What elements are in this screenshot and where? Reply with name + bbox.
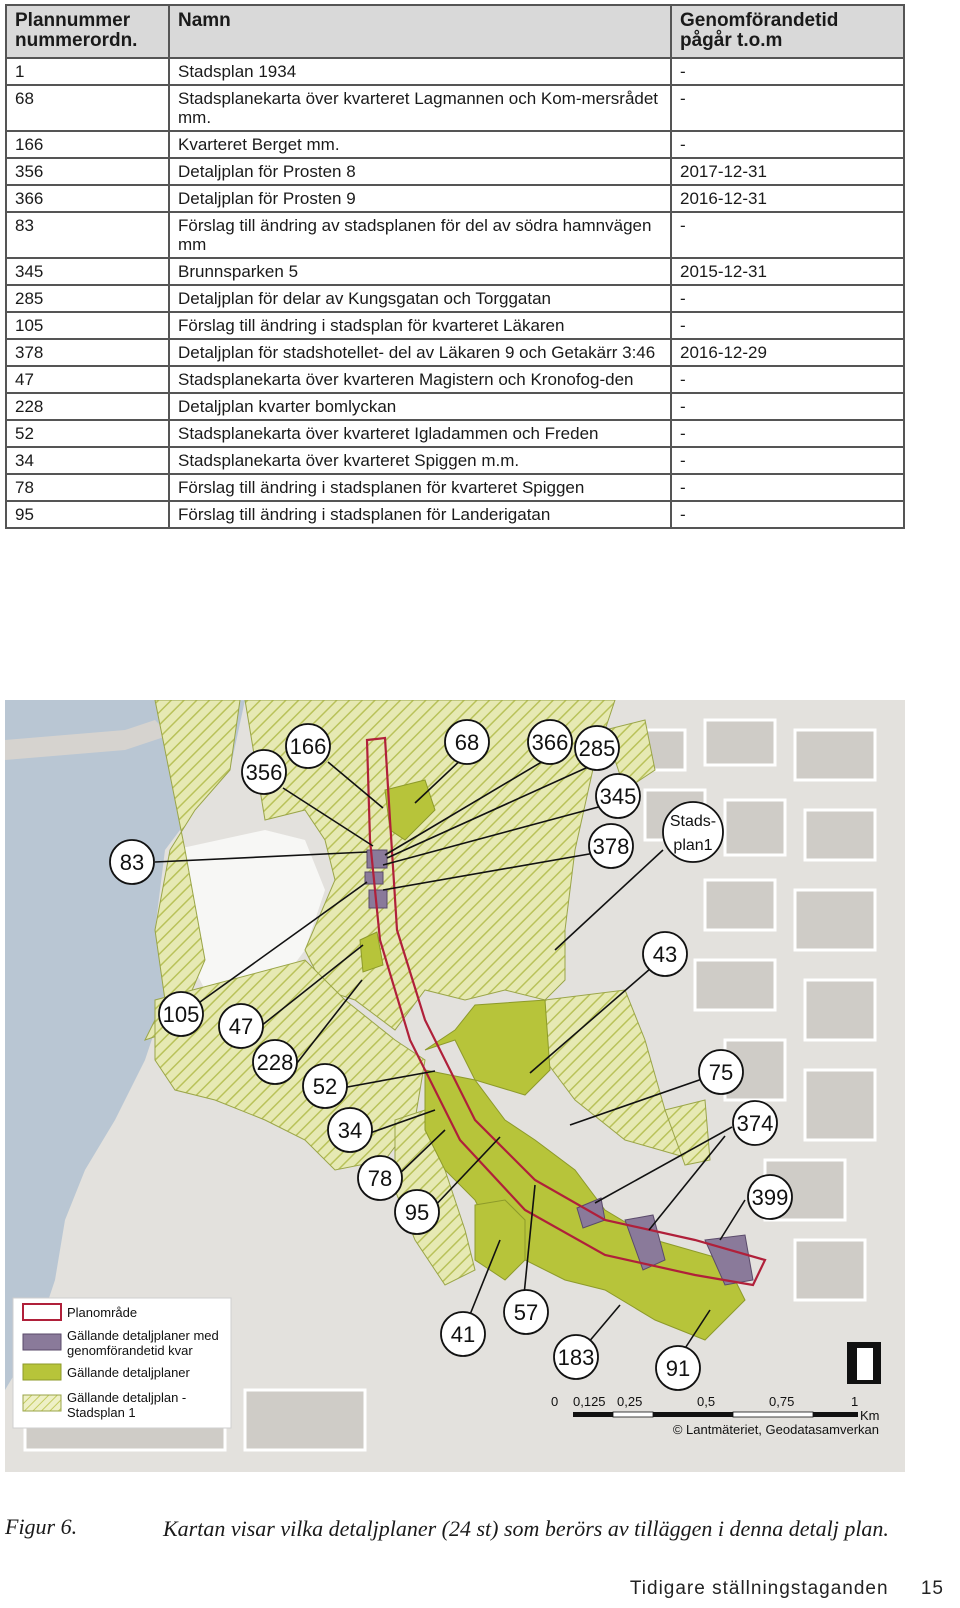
callout-label-stadsplan1: Stads- — [669, 813, 717, 830]
cell-genomforandetid: - — [671, 58, 904, 85]
cell-genomforandetid: - — [671, 285, 904, 312]
table-row — [6, 212, 904, 258]
callout-label: 68 — [454, 730, 480, 755]
callout-label: 374 — [736, 1111, 774, 1136]
table-row — [6, 474, 904, 501]
cell-genomforandetid: 2016-12-31 — [671, 185, 904, 212]
table-row — [6, 366, 904, 393]
cell-genomforandetid: - — [671, 393, 904, 420]
cell-plannummer: 95 — [6, 501, 169, 528]
cell-namn: Detaljplan för Prosten 9 — [169, 185, 671, 212]
cell-plannummer: 78 — [6, 474, 169, 501]
cell-plannummer: 285 — [6, 285, 169, 312]
table-row — [6, 447, 904, 474]
column-header-plannummer: Plannummer nummerordn. — [6, 5, 169, 58]
table-row — [6, 312, 904, 339]
cell-plannummer: 47 — [6, 366, 169, 393]
callout-label: 43 — [652, 942, 678, 967]
callout-label: 75 — [708, 1060, 734, 1085]
callout-label: 378 — [592, 834, 630, 859]
table-row — [6, 393, 904, 420]
callout-label: 228 — [256, 1050, 294, 1075]
callout-label: 47 — [228, 1014, 254, 1039]
table-header-row — [6, 5, 904, 58]
cell-namn: Stadsplanekarta över kvarteret Igladammen och Freden — [169, 420, 671, 447]
legend-swatch-detalj — [23, 1364, 61, 1380]
cell-genomforandetid: - — [671, 366, 904, 393]
cell-plannummer: 83 — [6, 212, 169, 258]
cell-namn: Stadsplanekarta över kvarteret Lagmannen och Kom-mersrådet mm. — [169, 85, 671, 131]
cell-genomforandetid: 2016-12-29 — [671, 339, 904, 366]
column-header-namn: Namn — [169, 5, 671, 58]
table-body — [6, 58, 904, 528]
legend-label-planomrade: Planområde — [67, 1305, 138, 1320]
table-row — [6, 258, 904, 285]
cell-plannummer: 1 — [6, 58, 169, 85]
callout-label: 183 — [557, 1345, 595, 1370]
scale-tick-025: 0,25 — [617, 1394, 643, 1409]
cell-genomforandetid: - — [671, 212, 904, 258]
callout-label: 34 — [337, 1118, 363, 1143]
cell-plannummer: 366 — [6, 185, 169, 212]
callout-label: 366 — [531, 730, 569, 755]
plan-table — [5, 4, 905, 529]
cell-genomforandetid: 2017-12-31 — [671, 158, 904, 185]
cell-namn: Detaljplan för Prosten 8 — [169, 158, 671, 185]
cell-plannummer: 52 — [6, 420, 169, 447]
callout-label: 52 — [312, 1074, 338, 1099]
cell-genomforandetid: - — [671, 420, 904, 447]
callout-label: 57 — [513, 1300, 539, 1325]
cell-namn: Förslag till ändring i stadsplanen för Landerigatan — [169, 501, 671, 528]
cell-plannummer: 228 — [6, 393, 169, 420]
table-row — [6, 158, 904, 185]
legend-label-detalj: Gällande detaljplaner — [67, 1365, 190, 1380]
caption-label: Figur 6. — [5, 1514, 78, 1539]
callout-label: 105 — [162, 1002, 200, 1027]
cell-namn: Stadsplanekarta över kvarteren Magistern och Kronofog-den — [169, 366, 671, 393]
callout-label: 91 — [665, 1356, 691, 1381]
scale-tick-1: 1 — [851, 1394, 859, 1409]
cell-namn: Förslag till ändring i stadsplan för kvarteret Läkaren — [169, 312, 671, 339]
cell-plannummer: 345 — [6, 258, 169, 285]
legend-swatch-detalj-kvar — [23, 1334, 61, 1350]
cell-genomforandetid: 2015-12-31 — [671, 258, 904, 285]
callout-label: 78 — [367, 1166, 393, 1191]
cell-genomforandetid: - — [671, 131, 904, 158]
cell-namn: Detaljplan för stadshotellet- del av Läkaren 9 och Getakärr 3:46 — [169, 339, 671, 366]
scale-tick-0125: 0,125 — [573, 1394, 606, 1409]
legend-swatch-planomrade — [23, 1304, 61, 1320]
scale-tick-05: 0,5 — [697, 1394, 716, 1409]
table-row — [6, 185, 904, 212]
cell-namn: Brunnsparken 5 — [169, 258, 671, 285]
page-number: 15 — [920, 1578, 944, 1599]
scale-tick-075: 0,75 — [769, 1394, 795, 1409]
cell-namn: Detaljplan för delar av Kungsgatan och Torggatan — [169, 285, 671, 312]
callout-label: 399 — [751, 1185, 789, 1210]
cell-genomforandetid: - — [671, 312, 904, 339]
callout-label: 285 — [578, 736, 616, 761]
legend-label-detalj-kvar-1: Gällande detaljplaner med — [67, 1328, 219, 1343]
table-row — [6, 501, 904, 528]
legend-label-stadsplan-2: Stadsplan 1 — [67, 1405, 136, 1420]
callout-label: 83 — [119, 850, 145, 875]
cell-genomforandetid: - — [671, 85, 904, 131]
legend — [13, 1298, 231, 1428]
cell-namn: Förslag till ändring av stadsplanen för del av södra hamnvägen mm — [169, 212, 671, 258]
table-row — [6, 131, 904, 158]
page-footer — [630, 1578, 944, 1600]
cell-namn: Förslag till ändring i stadsplanen för kvarteret Spiggen — [169, 474, 671, 501]
caption-text: Kartan visar vilka detaljplaner (24 st) som berörs av tilläggen i denna detalj plan. — [163, 1516, 889, 1541]
map — [5, 700, 905, 1472]
footer-section-title: Tidigare ställningstaganden — [629, 1578, 889, 1599]
cell-plannummer: 34 — [6, 447, 169, 474]
table-row — [6, 58, 904, 85]
scale-tick-0: 0 — [551, 1394, 559, 1409]
table-row — [6, 85, 904, 131]
map-copyright: © Lantmäteriet, Geodatasamverkan — [672, 1422, 879, 1437]
table-row — [6, 420, 904, 447]
scale-unit: Km — [860, 1408, 880, 1423]
cell-namn: Detaljplan kvarter bomlyckan — [169, 393, 671, 420]
callout-label: 95 — [404, 1200, 430, 1225]
callout-label-stadsplan1: plan1 — [673, 837, 713, 854]
table-row — [6, 285, 904, 312]
cell-namn: Kvarteret Berget mm. — [169, 131, 671, 158]
cell-genomforandetid: - — [671, 474, 904, 501]
callout-label: 345 — [599, 784, 637, 809]
callout-label: 356 — [245, 760, 283, 785]
cell-plannummer: 166 — [6, 131, 169, 158]
legend-swatch-stadsplan — [23, 1395, 61, 1411]
cell-namn: Stadsplan 1934 — [169, 58, 671, 85]
cell-plannummer: 105 — [6, 312, 169, 339]
cell-plannummer: 68 — [6, 85, 169, 131]
callout-label: 41 — [450, 1322, 476, 1347]
cell-plannummer: 378 — [6, 339, 169, 366]
callout-label: 166 — [289, 734, 327, 759]
cell-genomforandetid: - — [671, 501, 904, 528]
cell-plannummer: 356 — [6, 158, 169, 185]
north-arrow-icon — [847, 1342, 881, 1384]
legend-label-detalj-kvar-2: genomförandetid kvar — [67, 1343, 193, 1358]
cell-namn: Stadsplanekarta över kvarteret Spiggen m.m. — [169, 447, 671, 474]
table-row — [6, 339, 904, 366]
column-header-genomforandetid: Genomförandetid pågår t.o.m — [671, 5, 904, 58]
cell-genomforandetid: - — [671, 447, 904, 474]
legend-label-stadsplan-1: Gällande detaljplan - — [67, 1390, 187, 1405]
